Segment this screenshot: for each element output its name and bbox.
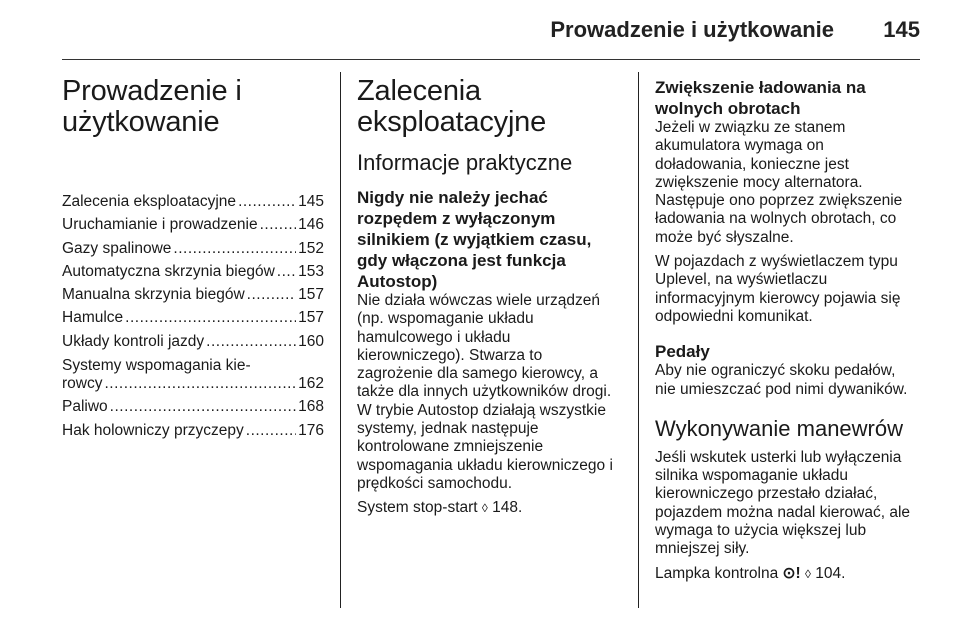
toc-entry[interactable]	[62, 240, 324, 263]
warning-heading	[357, 187, 622, 292]
subsection-title: Informacje praktyczne	[357, 150, 573, 175]
chapter-column	[62, 72, 324, 445]
text-line: Nie działa wówczas wiele urządzeń	[357, 292, 600, 309]
chapter-title-line: użytkowanie	[62, 106, 220, 138]
paragraph	[357, 292, 622, 493]
toc-title: Gazy spalinowe	[62, 239, 172, 257]
toc-page: 157	[298, 309, 324, 327]
paragraph	[655, 449, 923, 559]
toc-page: 145	[298, 193, 324, 210]
heading-line: rozpędem z wyłączonym	[357, 209, 556, 228]
toc-title: Uruchamianie i prowadzenie	[62, 216, 258, 234]
toc-entry[interactable]	[62, 422, 324, 445]
toc-title: Hak holowniczy przyczepy	[62, 421, 244, 439]
text-line: wymaga to użycia większej lub	[655, 522, 867, 540]
text-line: Następuje ono poprzez zwiększenie	[655, 192, 903, 210]
toc-page: 160	[298, 332, 324, 350]
page-number: 145	[883, 17, 920, 42]
text-line: Uplevel, na wyświetlaczu	[655, 271, 828, 289]
steering-warning-icon: ⊙!	[782, 564, 801, 582]
paragraph	[655, 119, 923, 247]
toc-leader	[238, 193, 296, 211]
text-line: nie umieszczać pod nimi dywaników.	[655, 380, 908, 398]
text-line: Jeżeli w związku ze stanem	[655, 119, 846, 136]
text-line: Aby nie ograniczyć skoku pedałów,	[655, 362, 896, 380]
idle-charging-heading	[655, 77, 923, 119]
pedals-heading: Pedały	[655, 342, 710, 362]
toc-entry[interactable]	[62, 263, 324, 286]
toc-leader	[277, 263, 296, 281]
text-line: hamulcowego i układu	[357, 328, 511, 346]
toc-leader	[125, 309, 296, 327]
reference-text: Lampka kontrolna	[655, 564, 779, 582]
text-line: W pojazdach z wyświetlaczem typu	[655, 253, 898, 271]
text-line: pojazdem można nadal kierować, ale	[655, 503, 911, 521]
heading-line: Autostop)	[357, 272, 438, 291]
cross-reference[interactable]	[357, 499, 622, 517]
text-line: informacyjnym kierowcy pojawia się	[655, 289, 901, 307]
text-line: W trybie Autostop działają wszystkie	[357, 401, 606, 419]
maneuvers-heading: Wykonywanie manewrów	[655, 415, 904, 441]
text-line: także dla innych użytkowników drogi.	[357, 383, 612, 401]
heading-line: wolnych obrotach	[655, 99, 801, 118]
toc-leader	[110, 398, 296, 416]
toc-leader	[173, 240, 296, 258]
text-line: silnika wspomaganie układu	[655, 467, 849, 485]
toc-title: Zalecenia eksploatacyjne	[62, 193, 237, 210]
toc-page: 157	[298, 286, 324, 304]
text-line: doładowania, konieczne jest	[655, 155, 849, 173]
text-line: prędkości samochodu.	[357, 474, 513, 492]
toc-page: 146	[298, 216, 324, 234]
text-line: kontrolowane zmniejszenie	[357, 438, 544, 456]
toc-entry[interactable]	[62, 216, 324, 239]
toc-title: Układy kontroli jazdy	[62, 332, 205, 350]
details-column	[655, 72, 923, 583]
text-line: Jeśli wskutek usterki lub wyłączenia	[655, 448, 902, 466]
table-of-contents	[62, 193, 324, 445]
toc-page: 162	[298, 375, 324, 393]
toc-page: 153	[298, 262, 324, 280]
operating-advice-column	[357, 72, 622, 518]
column-divider-2	[638, 72, 639, 608]
text-line: ładowania na wolnych obrotach, co	[655, 210, 897, 228]
toc-title: rowcy	[62, 375, 103, 393]
text-line: kierowniczego). Stwarza to	[357, 346, 543, 364]
toc-entry[interactable]	[62, 309, 324, 332]
text-line: kierowniczego przestało działać,	[655, 485, 878, 503]
section-title	[357, 76, 622, 138]
heading-line: Nigdy nie należy jechać	[357, 188, 548, 207]
section-title-line: eksploatacyjne	[357, 106, 547, 138]
paragraph	[655, 253, 923, 326]
toc-title: Hamulce	[62, 309, 124, 327]
text-line: systemy, jednak następuje	[357, 420, 539, 438]
reference-page: 104.	[815, 564, 846, 582]
toc-entry[interactable]	[62, 333, 324, 356]
heading-line: Zwiększenie ładowania na	[655, 78, 866, 97]
toc-page: 168	[298, 398, 324, 416]
page-ref-arrow-icon: ◊	[481, 501, 488, 516]
toc-title: Paliwo	[62, 398, 108, 416]
chapter-title	[62, 76, 324, 138]
toc-page: 152	[298, 239, 324, 257]
toc-title: Automatyczna skrzynia biegów	[62, 262, 275, 280]
toc-title: Manualna skrzynia biegów	[62, 286, 245, 304]
page-header	[0, 0, 960, 58]
reference-page: 148.	[492, 499, 523, 517]
heading-line: gdy włączona jest funkcja	[357, 251, 566, 270]
toc-leader	[206, 333, 296, 351]
text-line: może być słyszalne.	[655, 228, 794, 246]
text-line: (np. wspomaganie układu	[357, 310, 534, 328]
toc-leader	[260, 216, 297, 234]
toc-leader	[246, 422, 296, 440]
reference-text: System stop-start	[357, 499, 478, 517]
text-line: mniejszej siły.	[655, 540, 750, 558]
text-line: akumulatora wymaga on	[655, 137, 824, 155]
section-title-line: Zalecenia	[357, 75, 481, 107]
column-divider-1	[340, 72, 341, 608]
toc-title: Systemy wspomagania kie-	[62, 357, 251, 375]
cross-reference[interactable]	[655, 565, 923, 583]
toc-page: 176	[298, 421, 324, 439]
paragraph	[655, 362, 923, 399]
text-line: zwiększenie mocy alternatora.	[655, 173, 863, 191]
toc-entry[interactable]	[62, 286, 324, 309]
text-line: odpowiedni komunikat.	[655, 307, 813, 325]
heading-line: silnikiem (z wyjątkiem czasu,	[357, 230, 592, 249]
text-line: wspomagania układu kierowniczego i	[357, 456, 613, 474]
toc-entry[interactable]	[62, 356, 324, 398]
chapter-title-line: Prowadzenie i	[62, 75, 242, 107]
running-title: Prowadzenie i użytkowanie	[550, 17, 834, 42]
toc-leader	[104, 375, 296, 393]
toc-leader	[247, 286, 296, 304]
text-line: zagrożenie dla samego kierowcy, a	[357, 365, 598, 383]
toc-entry[interactable]	[62, 398, 324, 421]
toc-entry[interactable]	[62, 193, 324, 216]
header-rule	[62, 59, 920, 60]
page-ref-arrow-icon: ◊	[805, 566, 811, 581]
